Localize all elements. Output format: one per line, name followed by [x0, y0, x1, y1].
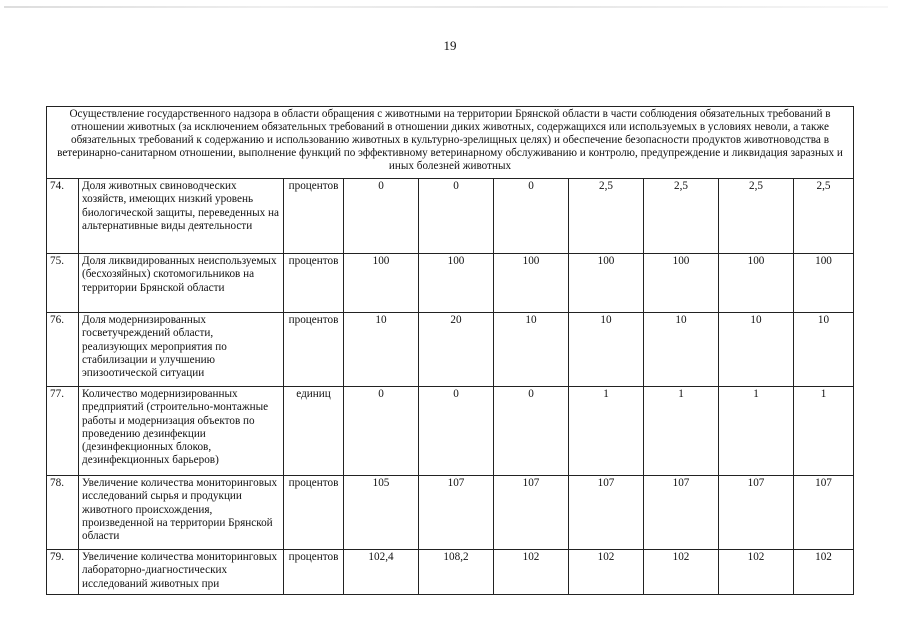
row-number: 77. [47, 387, 79, 476]
value-cell: 102 [569, 550, 644, 595]
unit-cell: единиц [284, 387, 344, 476]
row-number: 79. [47, 550, 79, 595]
value-cell: 10 [344, 313, 419, 387]
section-header-row [47, 107, 854, 179]
value-cell: 10 [794, 313, 854, 387]
value-cell: 0 [344, 179, 419, 254]
table-row [47, 476, 854, 550]
indicator-name: Доля ликвидированных неиспользуемых (бесхозяйных) скотомогильников на территории Брянской области [79, 254, 284, 313]
value-cell: 2,5 [644, 179, 719, 254]
value-cell: 102,4 [344, 550, 419, 595]
table-row [47, 313, 854, 387]
value-cell: 1 [644, 387, 719, 476]
table-row [47, 387, 854, 476]
value-cell: 107 [569, 476, 644, 550]
unit-cell: процентов [284, 254, 344, 313]
row-number: 75. [47, 254, 79, 313]
unit-cell: процентов [284, 550, 344, 595]
value-cell: 10 [644, 313, 719, 387]
indicators-table [46, 106, 854, 595]
value-cell: 0 [494, 387, 569, 476]
value-cell: 105 [344, 476, 419, 550]
value-cell: 100 [344, 254, 419, 313]
indicator-name: Доля животных свиноводческих хозяйств, имеющих низкий уровень биологической защиты, переведенных на альтернативные виды деятельности [79, 179, 284, 254]
row-number: 74. [47, 179, 79, 254]
indicator-name: Увеличение количества мониторинговых исследований сырья и продукции животного происхождения, произведенной на территории Брянской области [79, 476, 284, 550]
unit-cell: процентов [284, 179, 344, 254]
value-cell: 0 [344, 387, 419, 476]
table-row [47, 550, 854, 595]
value-cell: 20 [419, 313, 494, 387]
value-cell: 102 [719, 550, 794, 595]
value-cell: 100 [494, 254, 569, 313]
value-cell: 10 [719, 313, 794, 387]
section-header: Осуществление государственного надзора в области обращения с животными на территории Брянской области в части соблюдения обязательных требований в отношении животных (за исключением обязательных требований в отношении диких животных, содержащихся или используемых в условиях неволи, а также обязательных требований к содержанию и использованию животных в культурно-зрелищных целях) и обеспечение безопасности продуктов животноводства в ветеринарно-санитарном отношении, выполнение функций по эффективному ветеринарному обслуживанию и контролю, предупреждение и ликвидация заразных и иных болезней животных [47, 107, 854, 179]
row-number: 76. [47, 313, 79, 387]
value-cell: 102 [644, 550, 719, 595]
value-cell: 0 [419, 179, 494, 254]
value-cell: 10 [569, 313, 644, 387]
value-cell: 107 [419, 476, 494, 550]
value-cell: 1 [794, 387, 854, 476]
value-cell: 100 [719, 254, 794, 313]
value-cell: 0 [419, 387, 494, 476]
unit-cell: процентов [284, 313, 344, 387]
value-cell: 107 [644, 476, 719, 550]
page-number: 19 [443, 38, 457, 53]
value-cell: 102 [794, 550, 854, 595]
value-cell: 100 [569, 254, 644, 313]
row-number: 78. [47, 476, 79, 550]
value-cell: 102 [494, 550, 569, 595]
value-cell: 2,5 [794, 179, 854, 254]
value-cell: 10 [494, 313, 569, 387]
unit-cell: процентов [284, 476, 344, 550]
value-cell: 0 [494, 179, 569, 254]
value-cell: 107 [794, 476, 854, 550]
value-cell: 1 [569, 387, 644, 476]
value-cell: 100 [419, 254, 494, 313]
table-row [47, 254, 854, 313]
value-cell: 100 [644, 254, 719, 313]
indicator-name: Увеличение количества мониторинговых лабораторно-диагностических исследований животных при [79, 550, 284, 595]
table-row [47, 179, 854, 254]
value-cell: 107 [494, 476, 569, 550]
value-cell: 2,5 [719, 179, 794, 254]
indicator-name: Доля модернизированных госветучреждений области, реализующих мероприятия по стабилизации и улучшению эпизоотической ситуации [79, 313, 284, 387]
indicator-name: Количество модернизированных предприятий (строительно-монтажные работы и модернизация объектов по проведению дезинфекции (дезинфекционных блоков, дезинфекционных барьеров) [79, 387, 284, 476]
value-cell: 108,2 [419, 550, 494, 595]
value-cell: 100 [794, 254, 854, 313]
value-cell: 107 [719, 476, 794, 550]
value-cell: 2,5 [569, 179, 644, 254]
scan-edge-artifact [4, 6, 888, 8]
value-cell: 1 [719, 387, 794, 476]
